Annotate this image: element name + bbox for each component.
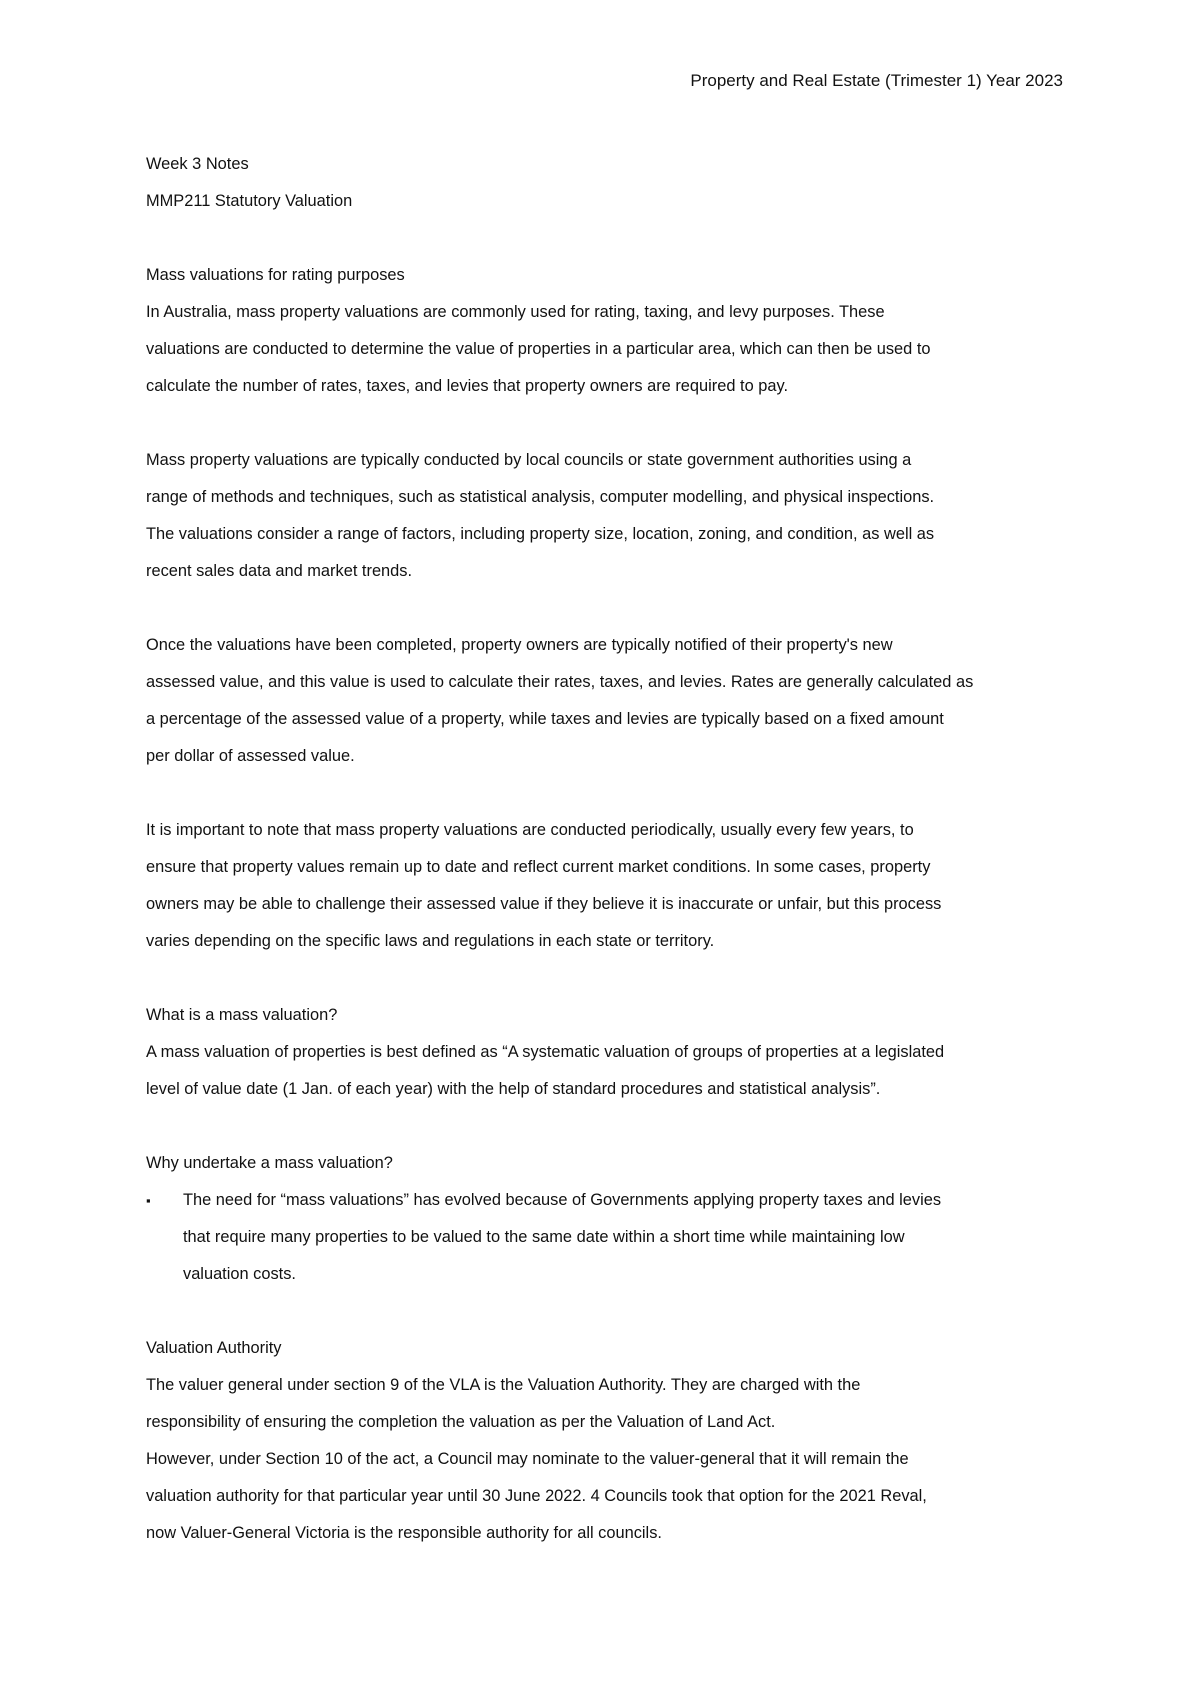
spacer [146,220,1066,257]
paragraph-definition [146,1034,1066,1108]
text-line: responsibility of ensuring the completion the valuation as per the Valuation of Land Act. [146,1413,776,1431]
document-body [146,146,1066,1552]
text-line: valuations are conducted to determine the value of properties in a particular area, which can then be used to [146,340,931,358]
course-header: Property and Real Estate (Trimester 1) Year 2023 [690,71,1063,90]
text-line: A mass valuation of properties is best defined as “A systematic valuation of groups of properties at a legislated [146,1043,945,1061]
text-line: The need for “mass valuations” has evolved because of Governments applying property taxes and levies [183,1191,942,1209]
text-line: owners may be able to challenge their assessed value if they believe it is inaccurate or unfair, but this process [146,895,942,913]
section-heading-definition: What is a mass valuation? [146,1006,338,1024]
spacer [146,405,1066,442]
text-line: valuation authority for that particular year until 30 June 2022. 4 Councils took that option for the 2021 Reval, [146,1487,927,1505]
paragraph-rating-3 [146,627,1066,775]
text-line: that require many properties to be valued to the same date within a short time while maintaining low [183,1228,905,1246]
week-title: Week 3 Notes [146,155,249,173]
text-line: per dollar of assessed value. [146,747,355,765]
text-line: The valuer general under section 9 of the VLA is the Valuation Authority. They are charged with the [146,1376,861,1394]
text-line: level of value date (1 Jan. of each year) with the help of standard procedures and statistical analysis”. [146,1080,881,1098]
section-heading-authority: Valuation Authority [146,1339,282,1357]
bullet-icon: ▪ [146,1193,151,1208]
section-heading-rating: Mass valuations for rating purposes [146,266,405,284]
text-line: Mass property valuations are typically conducted by local councils or state government authorities using a [146,451,912,469]
text-line: In Australia, mass property valuations are commonly used for rating, taxing, and levy purposes. These [146,303,885,321]
text-line: calculate the number of rates, taxes, and levies that property owners are required to pay. [146,377,789,395]
paragraph-rating-2 [146,442,1066,590]
spacer [146,590,1066,627]
spacer [146,1108,1066,1145]
text-line: assessed value, and this value is used to calculate their rates, taxes, and levies. Rates are generally calculated as [146,673,974,691]
paragraph-rating-4 [146,812,1066,960]
spacer [146,775,1066,812]
text-line: a percentage of the assessed value of a property, while taxes and levies are typically based on a fixed amount [146,710,944,728]
section-heading-why: Why undertake a mass valuation? [146,1154,393,1172]
text-line: The valuations consider a range of factors, including property size, location, zoning, and condition, as well as [146,525,935,543]
text-line: recent sales data and market trends. [146,562,413,580]
text-line: varies depending on the specific laws and regulations in each state or territory. [146,932,715,950]
text-line: now Valuer-General Victoria is the responsible authority for all councils. [146,1524,662,1542]
text-line: ensure that property values remain up to date and reflect current market conditions. In some cases, property [146,858,931,876]
spacer [146,960,1066,997]
bullet-list-item [146,1182,1066,1293]
paragraph-rating-1 [146,294,1066,405]
text-line: Once the valuations have been completed, property owners are typically notified of their property's new [146,636,893,654]
spacer [146,1293,1066,1330]
text-line: However, under Section 10 of the act, a Council may nominate to the valuer-general that it will remain the [146,1450,909,1468]
text-line: valuation costs. [183,1265,296,1283]
text-line: It is important to note that mass property valuations are conducted periodically, usually every few years, to [146,821,914,839]
unit-title: MMP211 Statutory Valuation [146,192,353,210]
paragraph-authority [146,1367,1066,1552]
text-line: range of methods and techniques, such as statistical analysis, computer modelling, and physical inspections. [146,488,935,506]
